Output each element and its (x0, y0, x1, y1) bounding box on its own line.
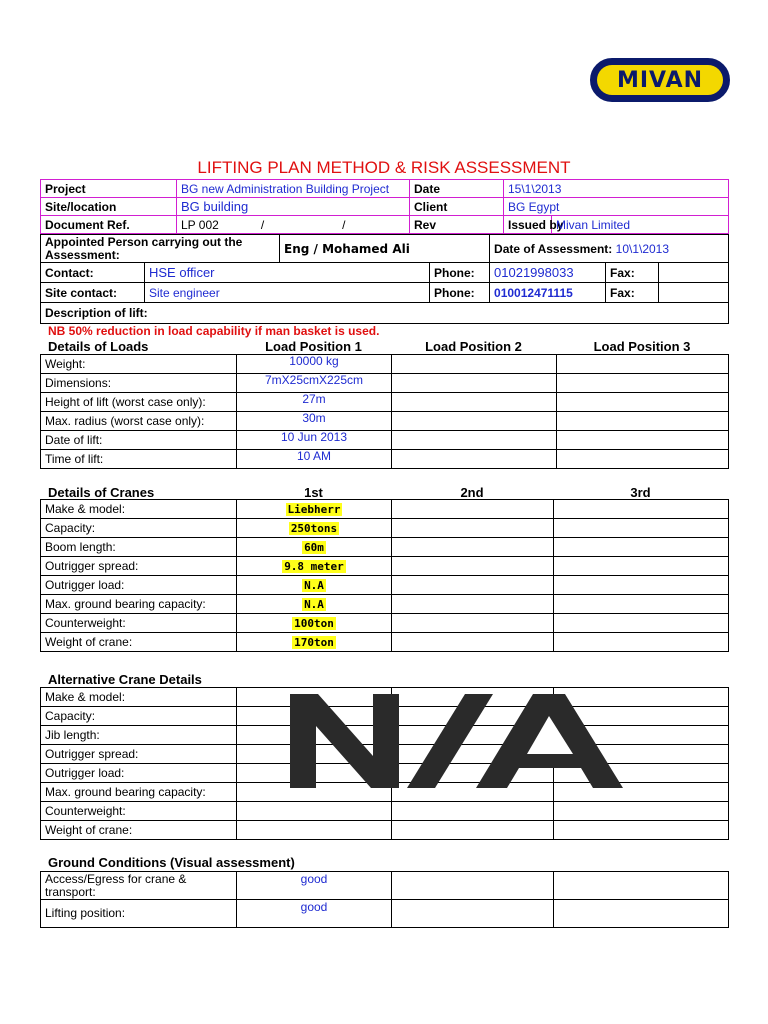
site-contact-fax-label: Fax: (606, 283, 659, 303)
loads-row-value-1: 10 AM (237, 450, 392, 469)
alt-cranes-row-label: Outrigger spread: (41, 745, 237, 764)
appointed-value: Eng / Mohamed Ali (280, 235, 490, 263)
cranes-heading: Details of Cranes (48, 485, 155, 500)
alt-cranes-row (41, 821, 729, 840)
alt-cranes-row-label: Capacity: (41, 707, 237, 726)
loads-row-value-3 (557, 355, 729, 374)
cranes-row-value-2 (392, 633, 554, 652)
cranes-row-value-2 (392, 500, 554, 519)
loads-row-value-3 (557, 374, 729, 393)
cranes-row-value-2 (392, 576, 554, 595)
loads-row-label: Dimensions: (41, 374, 237, 393)
date-of-assessment: Date of Assessment: 10\1\2013 (490, 235, 729, 263)
alt-cranes-cell-1 (237, 802, 392, 821)
cranes-row-value-1 (237, 576, 392, 595)
cranes-row-value-2 (392, 538, 554, 557)
highlighted-value: 250tons (290, 522, 338, 535)
ground-cell-3 (554, 900, 729, 928)
date-label: Date (410, 180, 504, 198)
highlighted-value: 100ton (294, 617, 334, 630)
cranes-row-value-1 (237, 595, 392, 614)
cranes-row-label: Counterweight: (41, 614, 237, 633)
alt-cranes-row-label: Max. ground bearing capacity: (41, 783, 237, 802)
project-value: BG new Administration Building Project (177, 180, 410, 198)
site-contact-label: Site contact: (41, 283, 145, 303)
loads-row-value-3 (557, 450, 729, 469)
ground-row-value: good (237, 872, 392, 900)
ground-cell-3 (554, 872, 729, 900)
cranes-row-label: Outrigger load: (41, 576, 237, 595)
cranes-row-label: Boom length: (41, 538, 237, 557)
loads-row-label: Max. radius (worst case only): (41, 412, 237, 431)
loads-row-value-3 (557, 393, 729, 412)
na-stamp (285, 688, 635, 794)
issued-value: Mivan Limited (552, 216, 729, 234)
cranes-row-label: Outrigger spread: (41, 557, 237, 576)
cranes-row-value-3 (554, 595, 729, 614)
loads-row-value-2 (392, 431, 557, 450)
loads-heading: Details of Loads (48, 339, 149, 354)
loads-row-value-3 (557, 431, 729, 450)
loads-row (41, 450, 729, 469)
cranes-row (41, 519, 729, 538)
site-label: Site/location (41, 198, 177, 216)
loads-row (41, 355, 729, 374)
loads-row-value-1: 10 Jun 2013 (237, 431, 392, 450)
loads-row (41, 374, 729, 393)
cranes-col-1: 1st (304, 485, 323, 500)
loads-row-value-1: 27m (237, 393, 392, 412)
loads-col-3: Load Position 3 (593, 339, 691, 354)
loads-row-value-1: 10000 kg (237, 355, 392, 374)
loads-row-label: Time of lift: (41, 450, 237, 469)
alt-cranes-cell-2 (392, 821, 554, 840)
ground-row-value: good (237, 900, 392, 928)
alt-cranes-row-label: Make & model: (41, 688, 237, 707)
client-label: Client (410, 198, 504, 216)
mivan-logo (590, 58, 730, 102)
site-contact-fax-value (659, 283, 729, 303)
loads-row (41, 431, 729, 450)
loads-col-1: Load Position 1 (265, 339, 362, 354)
page-title: LIFTING PLAN METHOD & RISK ASSESSMENT (197, 158, 571, 177)
site-contact-phone-value: 010012471115 (490, 283, 606, 303)
contact-value: HSE officer (145, 263, 430, 283)
ground-cell-2 (392, 900, 554, 928)
cranes-row (41, 576, 729, 595)
highlighted-value: 9.8 meter (284, 560, 344, 573)
site-value: BG building (177, 198, 410, 216)
alt-cranes-row-label: Jib length: (41, 726, 237, 745)
loads-row-value-2 (392, 393, 557, 412)
cranes-row-value-3 (554, 557, 729, 576)
cranes-row (41, 614, 729, 633)
logo-text: MIVAN (616, 67, 704, 93)
loads-row-value-3 (557, 412, 729, 431)
cranes-row-value-1 (237, 614, 392, 633)
contact-label: Contact: (41, 263, 145, 283)
loads-row-label: Height of lift (worst case only): (41, 393, 237, 412)
cranes-row-label: Capacity: (41, 519, 237, 538)
cranes-col-3: 3rd (630, 485, 651, 500)
ground-cell-2 (392, 872, 554, 900)
ground-row (41, 900, 729, 928)
cranes-table (40, 499, 729, 652)
ground-heading: Ground Conditions (Visual assessment) (48, 855, 295, 870)
cranes-row-label: Max. ground bearing capacity: (41, 595, 237, 614)
man-basket-note: NB 50% reduction in load capability if man basket is used. (48, 324, 380, 338)
alt-cranes-cell-3 (554, 802, 729, 821)
cranes-row (41, 557, 729, 576)
alt-cranes-row (41, 802, 729, 821)
highlighted-value: Liebherr (287, 503, 341, 516)
loads-row (41, 393, 729, 412)
loads-row-label: Date of lift: (41, 431, 237, 450)
site-contact-value: Site engineer (145, 283, 430, 303)
cranes-row-value-2 (392, 595, 554, 614)
issued-label: Issued by (504, 216, 552, 234)
contact-phone-value: 01021998033 (490, 263, 606, 283)
loads-row-value-1: 7mX25cmX225cm (237, 374, 392, 393)
cranes-row (41, 633, 729, 652)
highlighted-value: 60m (304, 541, 324, 554)
cranes-row (41, 500, 729, 519)
alt-cranes-cell-1 (237, 821, 392, 840)
cranes-row-value-3 (554, 519, 729, 538)
cranes-row-value-3 (554, 538, 729, 557)
alt-cranes-heading: Alternative Crane Details (48, 672, 202, 687)
loads-row-value-2 (392, 450, 557, 469)
highlighted-value: N.A (304, 579, 324, 592)
cranes-row-value-1 (237, 519, 392, 538)
cranes-row (41, 538, 729, 557)
cranes-row-value-3 (554, 500, 729, 519)
ground-row (41, 872, 729, 900)
cranes-row-value-3 (554, 576, 729, 595)
site-contact-phone-label: Phone: (430, 283, 490, 303)
cranes-row-value-2 (392, 557, 554, 576)
loads-row (41, 412, 729, 431)
na-stamp-text: N/A (285, 688, 287, 689)
loads-row-value-2 (392, 412, 557, 431)
loads-row-value-2 (392, 355, 557, 374)
alt-cranes-row-label: Outrigger load: (41, 764, 237, 783)
cranes-row-value-1 (237, 500, 392, 519)
ground-table (40, 871, 729, 928)
cranes-col-2: 2nd (460, 485, 484, 500)
loads-col-2: Load Position 2 (425, 339, 522, 354)
contact-fax-value (659, 263, 729, 283)
loads-row-label: Weight: (41, 355, 237, 374)
alt-cranes-cell-3 (554, 821, 729, 840)
cranes-row-value-3 (554, 614, 729, 633)
docref-value: LP 002 / / (177, 216, 410, 234)
ground-row-label: Lifting position: (41, 900, 237, 928)
description-label: Description of lift: (41, 303, 729, 324)
loads-row-value-2 (392, 374, 557, 393)
alt-cranes-row-label: Weight of crane: (41, 821, 237, 840)
date-value: 15\1\2013 (504, 180, 729, 198)
cranes-row (41, 595, 729, 614)
cranes-row-value-3 (554, 633, 729, 652)
cranes-row-value-1 (237, 633, 392, 652)
loads-row-value-1: 30m (237, 412, 392, 431)
ground-row-label: Access/Egress for crane & transport: (41, 872, 237, 900)
docref-label: Document Ref. (41, 216, 177, 234)
cranes-row-value-1 (237, 538, 392, 557)
loads-table (40, 354, 729, 469)
appointed-label: Appointed Person carrying out the Assessment: (41, 235, 280, 263)
header-table (40, 179, 729, 234)
contacts-table (40, 234, 729, 324)
project-label: Project (41, 180, 177, 198)
cranes-row-label: Make & model: (41, 500, 237, 519)
contact-phone-label: Phone: (430, 263, 490, 283)
rev-label: Rev (410, 216, 504, 234)
alt-cranes-cell-2 (392, 802, 554, 821)
alt-cranes-row-label: Counterweight: (41, 802, 237, 821)
cranes-row-value-2 (392, 614, 554, 633)
highlighted-value: 170ton (294, 636, 334, 649)
contact-fax-label: Fax: (606, 263, 659, 283)
client-value: BG Egypt (504, 198, 729, 216)
cranes-row-label: Weight of crane: (41, 633, 237, 652)
cranes-row-value-2 (392, 519, 554, 538)
cranes-row-value-1 (237, 557, 392, 576)
highlighted-value: N.A (304, 598, 324, 611)
